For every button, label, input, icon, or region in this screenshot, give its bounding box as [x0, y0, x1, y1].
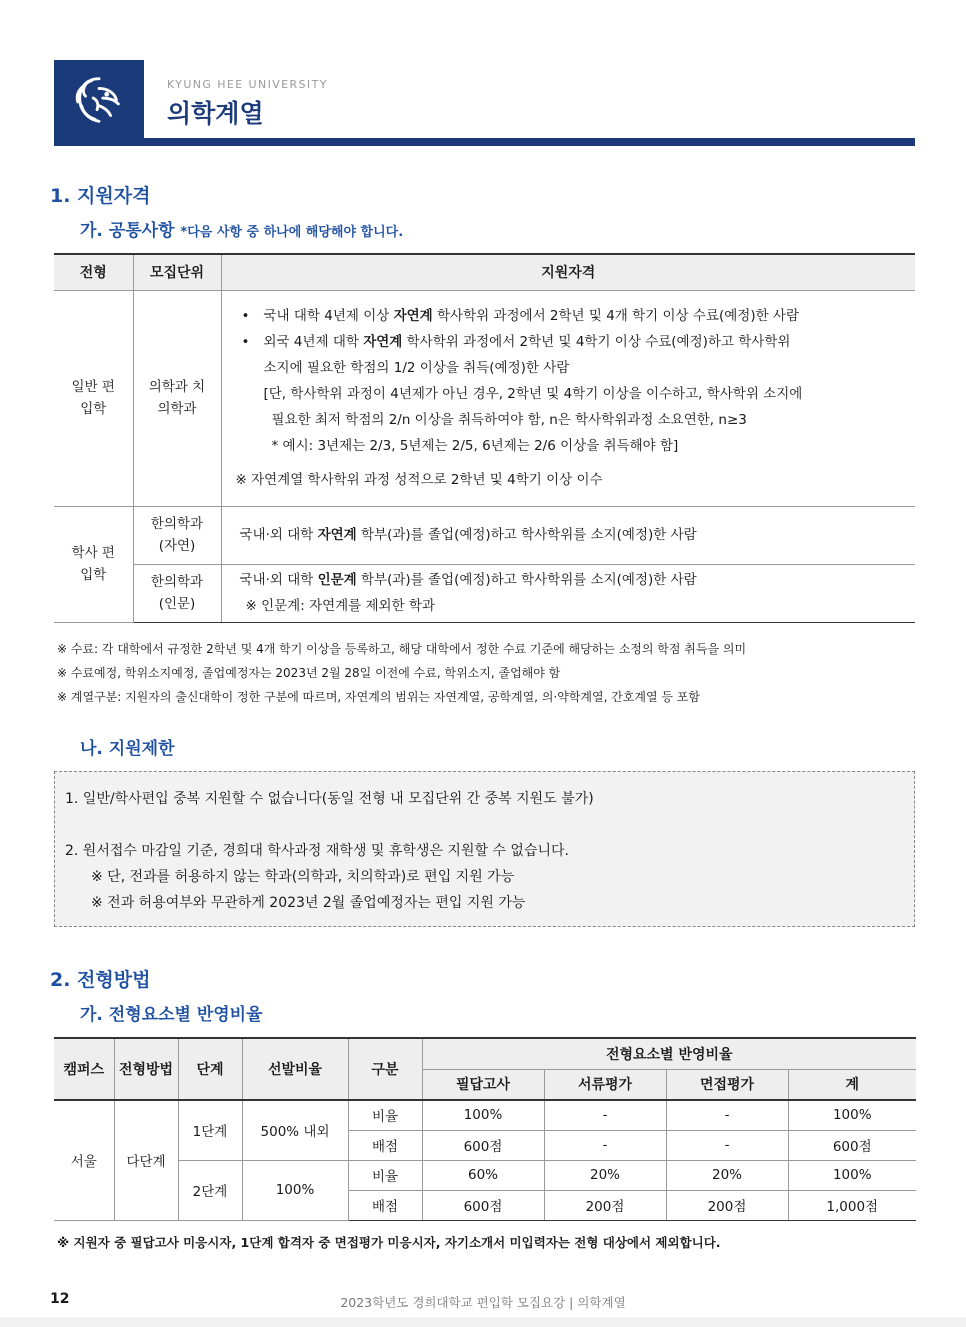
header-cell: 전형요소별 반영비율 — [422, 1038, 916, 1069]
table-row — [54, 1160, 916, 1190]
value-cell: 600점 — [422, 1130, 544, 1160]
header-cell: 캠퍼스 — [54, 1038, 114, 1100]
table-header-row — [54, 254, 915, 290]
stage-cell: 1단계 — [178, 1100, 242, 1160]
value-cell: 20% — [666, 1160, 788, 1190]
kind-cell: 비율 — [348, 1160, 422, 1190]
section-1b-title: 나. 지원제한 — [80, 739, 175, 759]
restriction-note: ※ 단, 전과를 허용하지 않는 학과(의학과, 치의학과)로 편입 지원 가능 — [91, 869, 515, 885]
table-header-row — [54, 1038, 916, 1069]
header-cell: 면접평가 — [666, 1069, 788, 1100]
value-cell: - — [544, 1130, 666, 1160]
university-name: KYUNG HEE UNIVERSITY — [167, 78, 328, 91]
restriction-note: ※ 전과 허용여부와 무관하게 2023년 2월 졸업예정자는 편입 지원 가능 — [91, 895, 526, 911]
kind-cell: 비율 — [348, 1100, 422, 1130]
header-cell: 서류평가 — [544, 1069, 666, 1100]
ratio-table — [54, 1037, 916, 1221]
section-1a-title: 가. 공통사항 — [80, 221, 175, 241]
value-cell: - — [544, 1100, 666, 1130]
table-row-general — [54, 290, 915, 506]
qualification-line: [단, 학사학위 과정이 4년제가 아닌 경우, 2학년 및 4학기 이상을 이수하고, 학사학위 소지에 — [263, 386, 803, 402]
qualification-cell — [221, 290, 915, 506]
method-cell: 다단계 — [114, 1100, 178, 1220]
value-cell: 600점 — [788, 1130, 916, 1160]
qualification-cell: 국내·외 대학 인문계 학부(과)를 졸업(예정)하고 학사학위를 소지(예정)한 사람 ※ 인문계: 자연계를 제외한 학과 — [221, 564, 915, 622]
note-item: ※ 계열구분: 지원자의 출신대학이 정한 구분에 따르며, 자연계의 범위는 자연계열, 공학계열, 의·약학계열, 간호계열 등 포함 — [57, 690, 700, 704]
restriction-item: 1. 일반/학사편입 중복 지원할 수 없습니다(동일 전형 내 모집단위 간 중복 지원도 불가) — [65, 791, 594, 807]
notes-list — [57, 637, 746, 709]
table-row-bachelor-humanities — [54, 564, 915, 622]
qualification-table — [54, 253, 915, 623]
restriction-item: 2. 원서접수 마감일 기준, 경희대 학사과정 재학생 및 휴학생은 지원할 수 없습니다. — [65, 843, 569, 859]
table-row — [54, 1100, 916, 1130]
header-cell: 계 — [788, 1069, 916, 1100]
exclusion-footnote: ※ 지원자 중 필답고사 미응시자, 1단계 합격자 중 면접평가 미응시자, 자기소개서 미입력자는 전형 대상에서 제외합니다. — [57, 1235, 721, 1250]
header-cell: 모집단위 — [133, 254, 221, 290]
value-cell: 1,000점 — [788, 1190, 916, 1220]
restriction-box — [54, 771, 915, 927]
qualification-line: * 예시: 3년제는 2/3, 5년제는 2/5, 6년제는 2/6 이상을 취득해야 함] — [271, 438, 679, 454]
note-item: ※ 수료: 각 대학에서 규정한 2학년 및 4개 학기 이상을 등록하고, 해당 대학에서 정한 수료 기준에 해당하는 소정의 학점 취득을 의미 — [57, 642, 747, 656]
header-divider — [54, 138, 915, 146]
table-row-bachelor-natural — [54, 506, 915, 564]
header-cell: 지원자격 — [221, 254, 915, 290]
value-cell: 200점 — [666, 1190, 788, 1220]
note-item: ※ 수료예정, 학위소지예정, 졸업예정자는 2023년 2월 28일 이전에 수료, 학위소지, 졸업해야 함 — [57, 666, 561, 680]
section-1a-note: *다음 사항 중 하나에 해당해야 합니다. — [180, 225, 404, 240]
section-2-title: 2. 전형방법 — [50, 969, 151, 991]
kind-cell: 배점 — [348, 1130, 422, 1160]
qualification-bullet: • 국내 대학 4년제 이상 자연계 학사학위 과정에서 2학년 및 4개 학기 이상 수료(예정)한 사람 — [236, 303, 916, 329]
header-cell: 전형방법 — [114, 1038, 178, 1100]
qualification-note: ※ 인문계: 자연계를 제외한 학과 — [245, 598, 436, 614]
selection-cell: 500% 내외 — [242, 1100, 348, 1160]
value-cell: 20% — [544, 1160, 666, 1190]
value-cell: 600점 — [422, 1190, 544, 1220]
qualification-line: 필요한 최저 학점의 2/n 이상을 취득하여야 함, n은 학사학위과정 소요연한, n≥3 — [271, 412, 747, 428]
header-cell: 구분 — [348, 1038, 422, 1100]
value-cell: 100% — [788, 1160, 916, 1190]
section-2a-title: 가. 전형요소별 반영비율 — [80, 1005, 263, 1025]
selection-cell: 100% — [242, 1160, 348, 1220]
university-logo — [54, 60, 144, 140]
qualification-bullet: • 외국 4년제 대학 자연계 학사학위 과정에서 2학년 및 4학기 이상 수료(예정)하고 학사학위 — [236, 329, 916, 355]
page-header — [54, 60, 915, 146]
unit-cell: 한의학과 (자연) — [133, 506, 221, 564]
value-cell: 200점 — [544, 1190, 666, 1220]
stage-cell: 2단계 — [178, 1160, 242, 1220]
department-title: 의학계열 — [167, 99, 264, 128]
qualification-cell: 국내·외 대학 자연계 학부(과)를 졸업(예정)하고 학사학위를 소지(예정)한 사람 — [221, 506, 915, 564]
value-cell: - — [666, 1100, 788, 1130]
value-cell: 100% — [788, 1100, 916, 1130]
qualification-reference: ※ 자연계열 학사학위 과정 성적으로 2학년 및 4학기 이상 이수 — [235, 472, 603, 488]
footer-shade — [0, 1317, 966, 1327]
unit-cell: 의학과 치의학과 — [133, 290, 221, 506]
header-cell: 전형 — [54, 254, 133, 290]
section-1a-heading — [80, 216, 403, 241]
qualification-line: 소지에 필요한 학점의 1/2 이상을 취득(예정)한 사람 — [263, 360, 570, 376]
unit-cell: 한의학과 (인문) — [133, 564, 221, 622]
section-1-title: 1. 지원자격 — [50, 185, 151, 207]
header-cell: 필답고사 — [422, 1069, 544, 1100]
lion-head-icon — [70, 71, 128, 129]
type-cell: 학사 편입학 — [54, 506, 133, 622]
value-cell: 100% — [422, 1100, 544, 1130]
kind-cell: 배점 — [348, 1190, 422, 1220]
page-number: 12 — [50, 1291, 70, 1307]
type-cell: 일반 편입학 — [54, 290, 133, 506]
value-cell: - — [666, 1130, 788, 1160]
header-cell: 단계 — [178, 1038, 242, 1100]
page-footer: 2023학년도 경희대학교 편입학 모집요강 | 의학계열 — [340, 1295, 626, 1310]
campus-cell: 서울 — [54, 1100, 114, 1220]
header-cell: 선발비율 — [242, 1038, 348, 1100]
value-cell: 60% — [422, 1160, 544, 1190]
